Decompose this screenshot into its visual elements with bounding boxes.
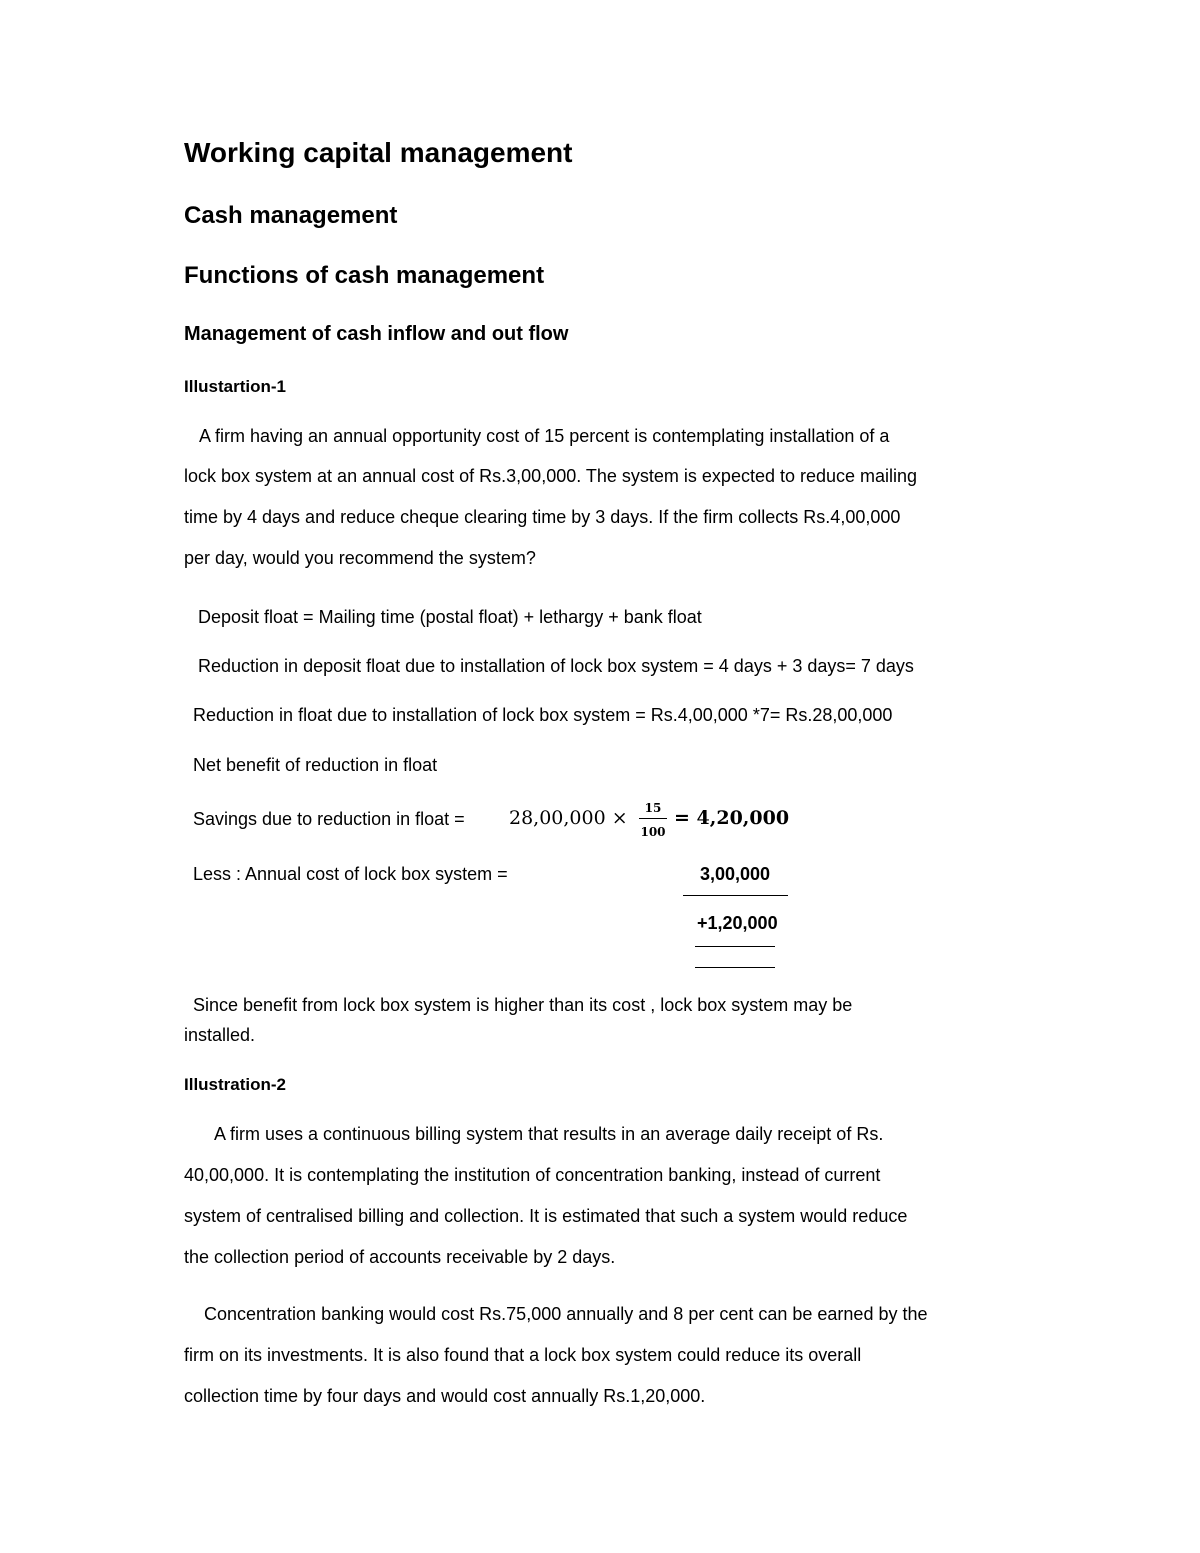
reduction-float: Reduction in float due to installation of lock box system = Rs.4,00,000 *7= Rs.28,00,000 [193, 705, 893, 725]
savings-base: 28,00,000 × [509, 807, 628, 829]
paragraph-line: the collection period of accounts receivable by 2 days. [184, 1247, 616, 1267]
reduction-deposit-float: Reduction in deposit float due to installation of lock box system = 4 days + 3 days= 7 days [198, 656, 914, 676]
subsection-heading: Management of cash inflow and out flow [184, 323, 569, 345]
paragraph-line: system of centralised billing and collection. It is estimated that such a system would reduce [184, 1206, 908, 1226]
deposit-float-formula: Deposit float = Mailing time (postal float) + lethargy + bank float [198, 607, 702, 627]
total-rule-top [695, 946, 775, 947]
problem-line: A firm having an annual opportunity cost of 15 percent is contemplating installation of a [199, 426, 890, 446]
conclusion-line: Since benefit from lock box system is higher than its cost , lock box system may be [193, 995, 853, 1015]
fraction-numerator: 15 [644, 801, 662, 815]
illustration-2-label: Illustration-2 [184, 1075, 287, 1094]
total-rule-bottom [695, 967, 775, 968]
problem-line: lock box system at an annual cost of Rs.3,00,000. The system is expected to reduce mailing [184, 466, 918, 486]
net-benefit-value: +1,20,000 [697, 913, 778, 933]
less-annual-cost-label: Less : Annual cost of lock box system = [193, 864, 508, 884]
fraction-bar [639, 818, 667, 819]
subtotal-rule [683, 895, 788, 896]
illustration-1-label: Illustartion-1 [184, 377, 287, 396]
section-heading: Functions of cash management [184, 262, 545, 289]
paragraph-line: Concentration banking would cost Rs.75,000 annually and 8 per cent can be earned by the [204, 1304, 928, 1324]
problem-line: per day, would you recommend the system? [184, 548, 536, 568]
less-annual-cost-value: 3,00,000 [700, 864, 771, 884]
savings-result: = 4,20,000 [674, 807, 790, 829]
problem-line: time by 4 days and reduce cheque clearing time by 3 days. If the firm collects Rs.4,00,000 [184, 507, 901, 527]
net-benefit-label: Net benefit of reduction in float [193, 755, 438, 775]
conclusion-line: installed. [184, 1025, 256, 1045]
paragraph-line: collection time by four days and would cost annually Rs.1,20,000. [184, 1386, 706, 1406]
fraction-denominator: 100 [640, 825, 666, 839]
paragraph-line: A firm uses a continuous billing system that results in an average daily receipt of Rs. [214, 1124, 884, 1144]
paragraph-line: firm on its investments. It is also found that a lock box system could reduce its overall [184, 1345, 862, 1365]
page-title: Working capital management [184, 137, 573, 168]
paragraph-line: 40,00,000. It is contemplating the institution of concentration banking, instead of current [184, 1165, 881, 1185]
subtitle-heading: Cash management [184, 202, 398, 229]
savings-label: Savings due to reduction in float = [193, 809, 465, 829]
